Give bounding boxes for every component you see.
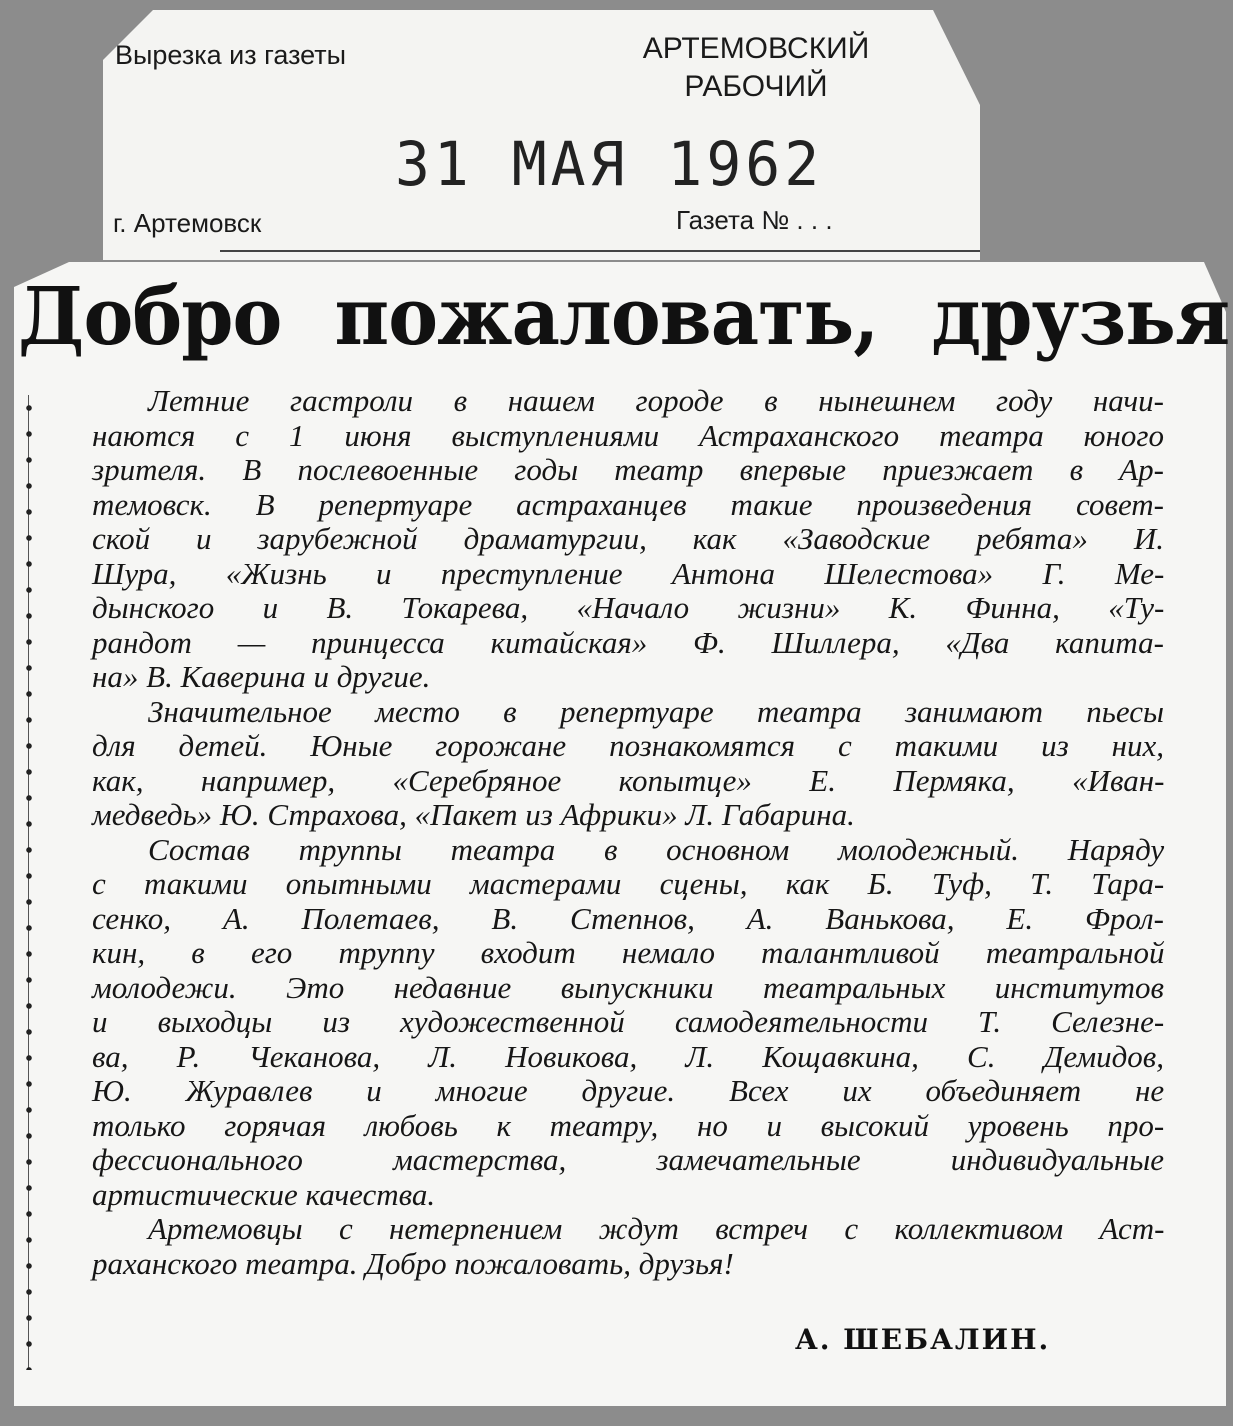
article-body <box>92 384 1164 1281</box>
article-headline: Добро пожаловать, друзья <box>18 269 1230 363</box>
body-line: ва, Р. Чеканова, Л. Новикова, Л. Кощавкина, С. Демидов, <box>92 1038 1164 1074</box>
body-line: Летние гастроли в нашем городе в нынешнем году начи- <box>148 383 1164 418</box>
body-line: фессионального мастерства, замечательные индивидуальные <box>92 1142 1164 1177</box>
body-line: для детей. Юные горожане познакомятся с такими из них, <box>92 728 1164 763</box>
body-line: зрителя. В послевоенные годы театр впервые приезжает в Ар- <box>92 452 1164 487</box>
body-line: темовск. В репертуаре астраханцев такие произведения совет- <box>92 486 1164 522</box>
body-line: наются с 1 июня выступлениями Астраханского театра юного <box>92 417 1164 453</box>
body-line: с такими опытными мастерами сцены, как Б. Туф, Т. Тара- <box>92 866 1165 901</box>
body-line: и выходцы из художественной самодеятельности Т. Селезне- <box>92 1004 1165 1039</box>
body-line: только горячая любовь к театру, но и высокий уровень про- <box>92 1107 1165 1143</box>
body-line: артистические качества. <box>92 1176 436 1212</box>
body-line: ской и зарубежной драматургии, как «Заводские ребята» И. <box>92 521 1164 556</box>
body-line: Ю. Журавлев и многие другие. Всех их объединяет не <box>92 1073 1165 1108</box>
date-stamp: 31 МАЯ 1962 <box>395 128 824 200</box>
body-line: Значительное место в репертуаре театра занимают пьесы <box>148 693 1164 729</box>
city-label: г. Артемовск <box>113 208 262 238</box>
issue-label: Газета № . . . <box>676 205 833 235</box>
body-line: сенко, А. Полетаев, В. Степнов, А. Ванькова, Е. Фрол- <box>92 900 1164 936</box>
label-divider <box>220 250 980 252</box>
body-line: раханского театра. Добро пожаловать, друзья! <box>92 1245 734 1281</box>
newspaper-name-line1: АРТЕМОВСКИЙ <box>642 32 870 65</box>
body-line: на» В. Каверина и другие. <box>92 659 431 694</box>
author-signature: А. ШЕБАЛИН. <box>795 1323 1051 1356</box>
body-line: Состав труппы театра в основном молодежный. Наряду <box>148 831 1165 867</box>
newspaper-name <box>606 30 906 106</box>
dotted-border <box>24 395 34 1370</box>
body-line: как, например, «Серебряное копытце» Е. Пермяка, «Иван- <box>92 762 1165 798</box>
body-line: молодежи. Это недавние выпускники театральных институтов <box>92 969 1164 1005</box>
body-line: медведь» Ю. Страхова, «Пакет из Африки» Л. Габарина. <box>92 797 855 832</box>
body-line: Артемовцы с нетерпением ждут встреч с коллективом Аст- <box>148 1211 1165 1246</box>
body-line: рандот — принцесса китайская» Ф. Шиллера, «Два капита- <box>92 624 1164 660</box>
body-line: Шура, «Жизнь и преступление Антона Шелестова» Г. Ме- <box>92 555 1165 591</box>
body-line: дынского и В. Токарева, «Начало жизни» К. Финна, «Ту- <box>92 590 1165 625</box>
clipping-source-label: Вырезка из газеты <box>115 40 347 70</box>
newspaper-name-line2: РАБОЧИЙ <box>684 70 828 103</box>
body-line: кин, в его труппу входит немало талантливой театральной <box>92 935 1165 970</box>
